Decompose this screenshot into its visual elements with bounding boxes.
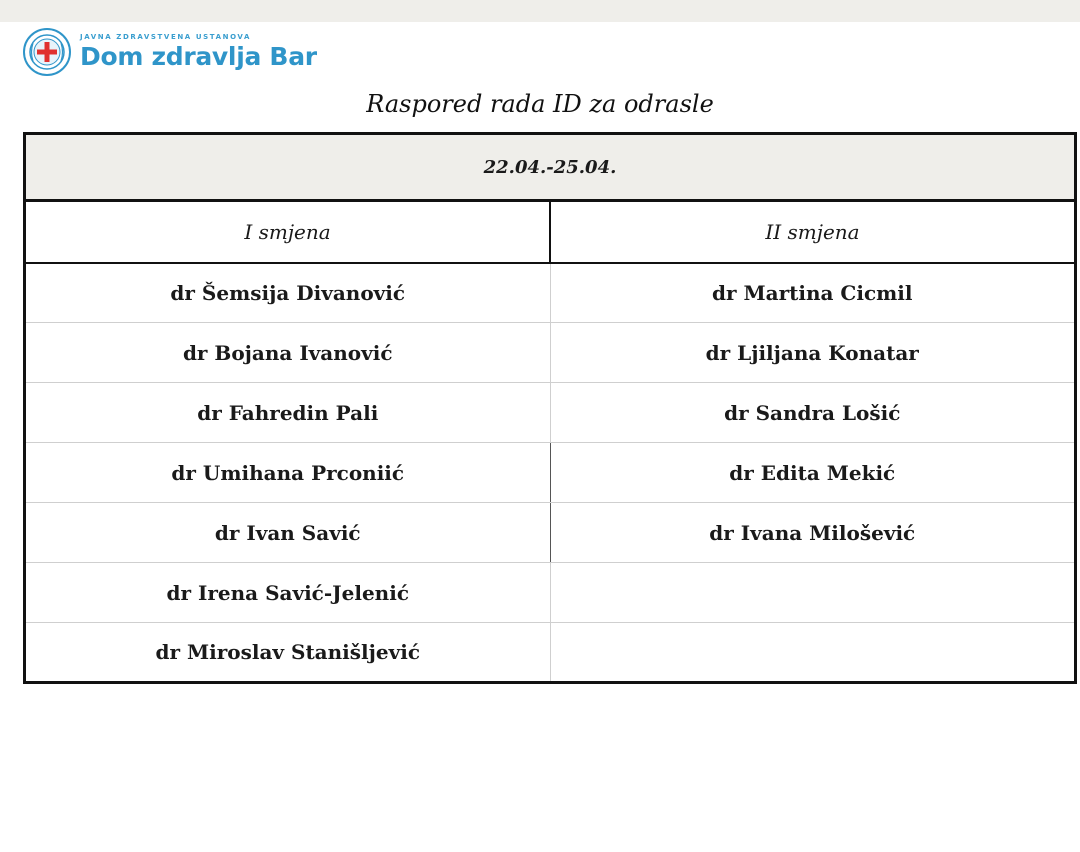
table-row (25, 503, 1076, 563)
second-shift-doctor: dr Edita Mekić (550, 443, 1076, 503)
schedule-table (23, 132, 1077, 684)
second-shift-doctor: dr Martina Cicmil (550, 263, 1076, 323)
second-shift-doctor (550, 623, 1076, 683)
second-shift-doctor (550, 563, 1076, 623)
first-shift-doctor: dr Irena Savić-Jelenić (25, 563, 551, 623)
page-title: Raspored rada ID za odrasle (366, 90, 714, 118)
first-shift-doctor: dr Bojana Ivanović (25, 323, 551, 383)
top-bar (0, 0, 1080, 22)
table-row (25, 623, 1076, 683)
first-shift-doctor: dr Miroslav Stanišljević (25, 623, 551, 683)
date-row (25, 134, 1076, 201)
second-shift-doctor: dr Ljiljana Konatar (550, 323, 1076, 383)
second-shift-doctor: dr Sandra Lošić (550, 383, 1076, 443)
table-row (25, 563, 1076, 623)
shift-header-row (25, 201, 1076, 263)
health-center-emblem-icon (22, 27, 72, 77)
table-row (25, 443, 1076, 503)
date-range: 22.04.-25.04. (25, 134, 1076, 201)
first-shift-doctor: dr Šemsija Divanović (25, 263, 551, 323)
first-shift-doctor: dr Fahredin Pali (25, 383, 551, 443)
org-name: Dom zdravlja Bar (80, 42, 317, 71)
column-header-first-shift: I smjena (25, 201, 551, 263)
column-header-second-shift: II smjena (550, 201, 1076, 263)
organization-logo (22, 26, 317, 78)
table-row (25, 383, 1076, 443)
org-subtitle: JAVNA ZDRAVSTVENA USTANOVA (80, 33, 251, 41)
first-shift-doctor: dr Ivan Savić (25, 503, 551, 563)
second-shift-doctor: dr Ivana Milošević (550, 503, 1076, 563)
table-row (25, 323, 1076, 383)
first-shift-doctor: dr Umihana Prconiić (25, 443, 551, 503)
table-row (25, 263, 1076, 323)
